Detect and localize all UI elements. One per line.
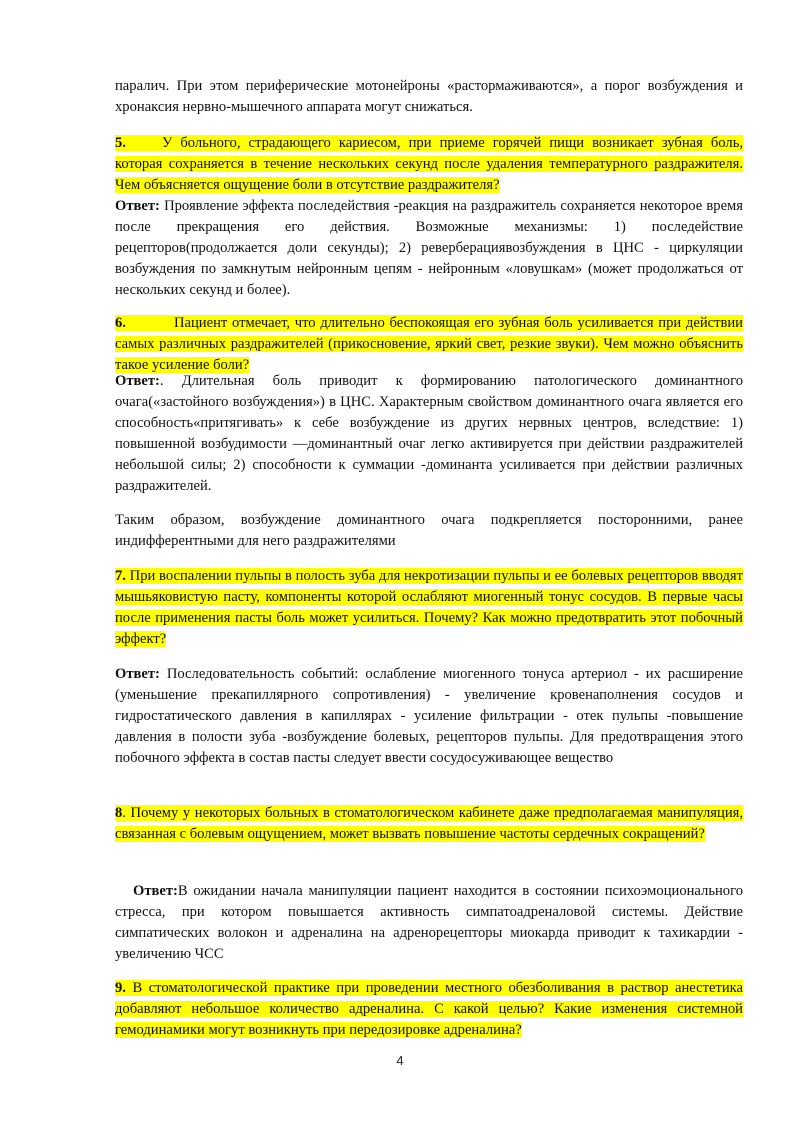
answer-8-label: Ответ: [133,883,178,899]
question-8-number: 8 [115,805,123,821]
answer-6-label: Ответ: [115,373,160,389]
question-6-number: 6. [115,315,126,331]
answer-5-text: Проявление эффекта последействия -реакция на раздражитель сохраняется некоторое время после прекращения его действия. Возможные механизмы: 1) последействие рецепторов(продолжается доли секунды); 2) реверберациявозбуждения в ЦНС - циркуляции возбуждения по замкнутым нейронным цепям - нейронным «ловушкам» (может продолжаться от нескольких секунд и более). [115,198,743,298]
answer-8-text: В ожидании начала манипуляции пациент находится в состоянии психоэмоционального стресса, при котором повышается активность симпатоадреналовой системы. Действие симпатических волокон и адреналина на адренорецепторы миокарда приводит к тахикардии - увеличению ЧСС [115,883,743,962]
answer-6 [115,371,743,497]
answer-5 [115,196,743,301]
question-9-text: В стоматологической практике при проведении местного обезболивания в раствор анестетика добавляют небольшое количество адреналина. С какой целью? Какие изменения системной гемодинамики могут возникнуть при передозировке адреналина? [115,980,743,1038]
question-5 [115,133,743,196]
answer-7-text: Последовательность событий: ослабление миогенного тонуса артериол - их расширение (уменьшение прекапиллярного сопротивления) - увеличение кровенаполнения сосудов и гидростатического давления в капиллярах - усиление фильтрации - отек пульпы -повышение давления в полости зуба -возбуждение болевых, рецепторов пульпы. Для предотвращения этого побочного эффекта в состав пасты следует ввести сосудосуживающее вещество [115,666,743,766]
answer-7 [115,664,743,769]
answer-6-text: . Длительная боль приводит к формированию патологического доминантного очага(«застойного возбуждения») в ЦНС. Характерным свойством доминантного очага является его способность«притягивать» к себе возбуждение из других нервных центров, вследствие: 1) повышенной возбудимости —доминантный очаг легко активируется при действии раздражителей небольшой силы; 2) способности к суммации -доминанта усиливается при действии различных раздражителей. [115,373,743,494]
question-9-number: 9. [115,980,126,996]
intro-paragraph: паралич. При этом периферические мотонейроны «растормаживаются», а порог возбуждения и хронаксия нервно-мышечного аппарата могут снижаться. [115,78,743,115]
question-8 [115,803,743,845]
question-6-text: Пациент отмечает, что длительно беспокоящая его зубная боль усиливается при действии самых различных раздражителей (прикосновение, яркий свет, резкие звуки). Чем можно объяснить такое усиление боли? [115,315,743,373]
question-8-text: . Почему у некоторых больных в стоматологическом кабинете даже предполагаемая манипуляция, связанная с болевым ощущением, может вызвать повышение частоты сердечных сокращений? [115,805,743,842]
summary-paragraph: Таким образом, возбуждение доминантного очага подкрепляется посторонними, ранее индифферентными для него раздражителями [115,512,743,549]
answer-5-label: Ответ: [115,198,160,214]
question-7 [115,566,743,650]
question-7-text: При воспалении пульпы в полость зуба для некротизации пульпы и ее болевых рецепторов вводят мышьяковистую пасту, компоненты которой ослабляют миогенный тонус сосудов. В первые часы после применения пасты боль может усилиться. Почему? Как можно предотвратить этот побочный эффект? [115,568,743,647]
answer-8 [115,881,743,965]
question-5-text: У больного, страдающего кариесом, при приеме горячей пищи возникает зубная боль, которая сохраняется в течение нескольких секунд после удаления температурного раздражителя. Чем объясняется ощущение боли в отсутствие раздражителя? [115,135,743,193]
page-number: 4 [396,1053,404,1068]
question-9 [115,978,743,1041]
question-5-number: 5. [115,135,126,151]
answer-7-label: Ответ: [115,666,160,682]
question-7-number: 7. [115,568,126,584]
question-6 [115,313,743,376]
